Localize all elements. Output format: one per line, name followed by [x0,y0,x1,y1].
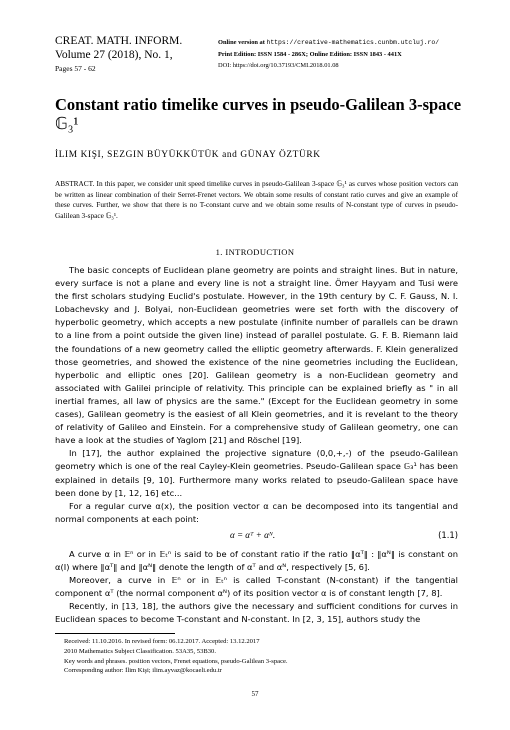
paragraph: The basic concepts of Euclidean plane geometry are points and straight lines. But in nature, every surface is not a plane and every line is not a straight line. Ömer Hayyam and Tusi were the first scholars studying Euclid's postulate. However, in the 19th century by C. F. Gauss, N. I. Lobachevsky and J. Bolyai, non-Euclidean geometries were set forth with the discovery of hyperbolic geometry, which accepts a new postulate (infinite number of parallels can be drawn to a line from a point outside the given line) instead of parallel postulate. G. F. B. Riemann laid the foundations of a new geometry called the elliptic geometry afterwards. F. Klein generalized those geometries, and showed the existence of the nine geometries including the Euclidean, hyperbolic and elliptic ones [20]. Galilean geometry is a non-Euclidean geometry and associated with Galilei principle of relativity. This principle can be explained briefly as " in all inertial frames, all law of physics are the same." (Except for the Euclidean geometry in some cases), Galilean geometry is the easiest of all Klein geometries, and it is revelant to the theory of relativity of Galileo and Einstein. For a comprehensive study of Galilean geometry, one can have a look at the studies of Yaglom [21] and Röschel [19]. [55,265,458,446]
equation-1-1 [55,530,458,542]
page-number: 57 [251,690,259,698]
paragraph: For a regular curve α(x), the position vector α can be decomposed into its tangential and normal components at each point: [55,500,458,524]
issn-line: Print Edition: ISSN 1584 - 286X; Online Edition: ISSN 1843 - 441X [218,50,402,58]
publication-info [218,37,508,72]
footnote-keywords: Key words and phrases. position vectors, Frenet equations, pseudo-Galilean 3-space. [64,657,288,665]
paragraph: A curve α in 𝔼ⁿ or in 𝔼ₜⁿ is said to be of constant ratio if the ratio ‖αᵀ‖ : ‖αᴺ‖ is constant on α(I) where ‖αᵀ‖ and ‖αᴺ‖ denote the length of αᵀ and αᴺ, respectively [5, 6]. [55,549,458,573]
introduction-body [55,264,458,526]
doi-link[interactable]: DOI: https://doi.org/10.37193/CMI.2018.01.08 [218,62,339,69]
abstract-text: In this paper, we consider unit speed timelike curves in pseudo-Galilean 3-space 𝔾₃¹ as curves whose position vectors can be written as linear combination of their Serret-Frenet vectors. We obtain some results of constant ratio curves and give an example of these curves. Further, we show that there is no T-constant curve and we obtain some results of N-constant type of curves in pseudo-Galilean 3-space 𝔾₃¹. [55,179,459,221]
title-line-1: Constant ratio timelike curves in pseudo-Galilean 3-space [55,95,462,114]
online-prefix: Online version at [218,39,265,46]
online-version [218,37,508,49]
paragraph: Recently, in [13, 18], the authors give the necessary and sufficient conditions for curves in Euclidean spaces to become T-constant and N-constant. In [2, 3, 15], authors study the [55,601,458,625]
journal-volume: Volume 27 (2018), No. 1, [55,49,173,61]
author-list: İLIM KIŞI, SEZGIN BÜYÜKKÜTÜK and GÜNAY ÖZTÜRK [55,150,321,160]
paragraph: In [17], the author explained the projective signature (0,0,+,-) of the pseudo-Galilean geometry which is one of the real Cayley-Klein geometries. Pseudo-Galilean space 𝔾₃¹ has been explained in details [9, 10]. Furthermore many works related to pseudo-Galilean space have been done by [1, 12, 16] etc... [55,448,458,498]
footnote-divider [55,633,175,634]
title-line-2: 𝔾₃¹ [55,114,79,133]
journal-name: CREAT. MATH. INFORM. [55,35,183,47]
footnote-corresponding-author: Corresponding author: İlim Kişi; ilim.ayvaz@kocaeli.edu.tr [64,667,222,675]
section-heading: 1. INTRODUCTION [215,247,295,257]
paper-title [55,95,475,133]
equation-text: α = αᵀ + αᴺ. [230,530,276,540]
paragraph: Moreover, a curve in 𝔼ⁿ or in 𝔼ₜⁿ is called T-constant (N-constant) if the tangential component αᵀ (the normal component αᴺ) of its position vector α is of constant length [7, 8]. [55,575,458,599]
journal-header [55,34,225,75]
journal-pages: Pages 57 - 62 [55,64,96,73]
introduction-body-continued [55,548,458,627]
equation-number: (1.1) [438,530,458,540]
abstract-label: ABSTRACT. [55,179,95,188]
online-url-link[interactable]: https://creative-mathematics.cunbm.utcluj.ro/ [266,39,440,46]
footnote-dates: Received: 11.10.2016. In revised form: 06.12.2017. Accepted: 13.12.2017 [64,638,260,645]
footnotes [64,637,458,676]
abstract [55,179,458,222]
footnote-classification: 2010 Mathematics Subject Classification. 53A35, 53B30. [64,647,217,655]
